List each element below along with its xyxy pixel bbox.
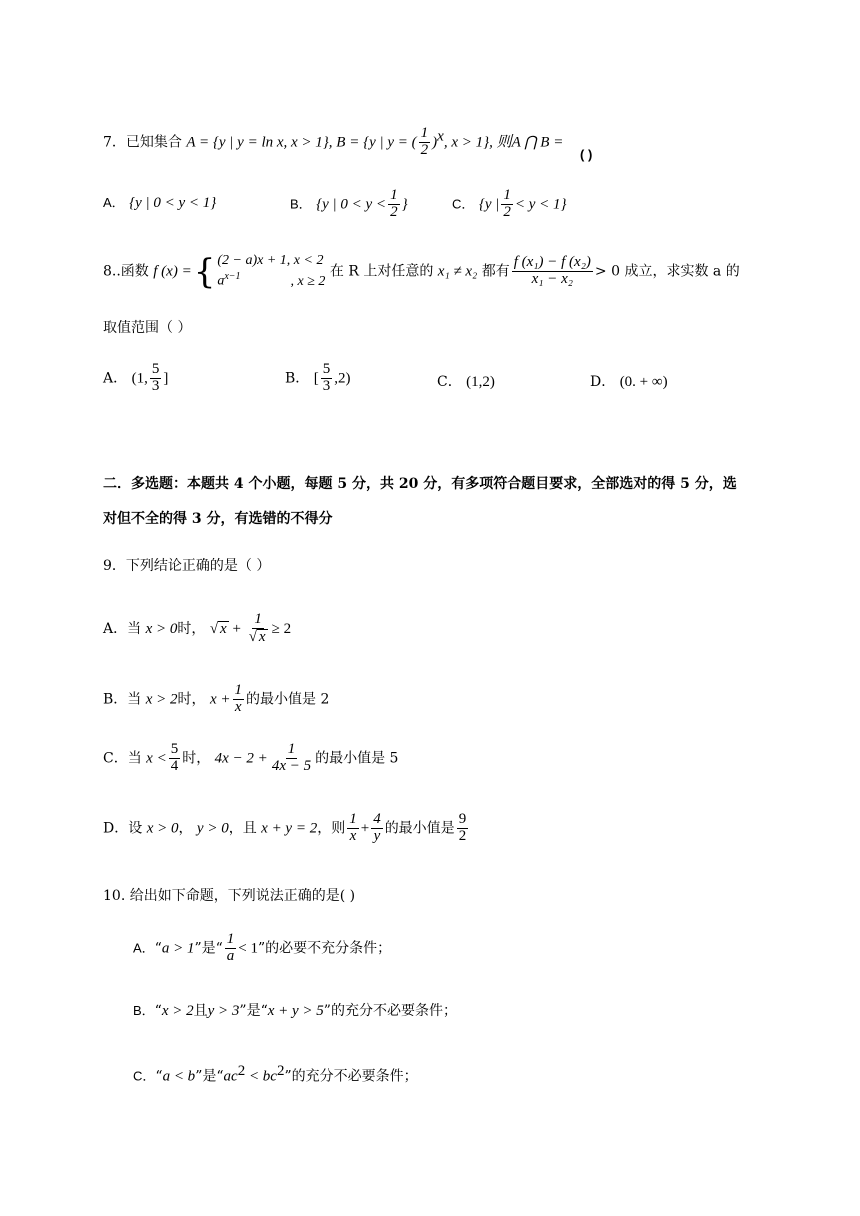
section2-heading-cont: 对但不全的得 3 分，有选错的不得分	[103, 511, 333, 527]
q10-stem: 10. 给出如下命题，下列说法正确的是( )	[103, 888, 356, 904]
q8-fraction: $\frac{\text{f (x₁) − f (x₂)}}{\text{x₁ − x₂}}$	[513, 254, 591, 288]
section2-heading: 二．多选题：本题共 4 个小题，每题 5 分，共 20 分，有多项符合题目要求，全部选对的得 5 分，选	[103, 476, 737, 492]
q9-option-a: A．当 x > 0时， √ x + $\frac{1}{√ x}$ ≥ 2	[103, 611, 292, 645]
q8-brace: {	[193, 251, 216, 292]
q10-option-b: B．“x > 2且y > 3”是“x + y > 5”的充分不必要条件；	[133, 1003, 457, 1019]
q7-answer-paren: ( )	[580, 147, 593, 162]
q9-stem: 9．下列结论正确的是（ ）	[103, 558, 271, 574]
q8-stem: 8..函数 f (x) ={ (2 − a)x + 1, x < 2 $a^{x-1}$ , x ≥ 2 在 R 上对任意的 x₁ ≠ x₂ 都有 $\frac{\text{f (x₁) − f (x₂)}}{\text{x₁ − x₂}}$ > 0 成立，求实数 a 的	[103, 251, 740, 292]
q7-options: A． {y | 0 < y < 1}	[103, 195, 217, 211]
q8-option-a: A． (1, $\frac{5}{3}$ ]	[103, 361, 169, 394]
q8-line2: 取值范围（ ）	[103, 320, 192, 336]
q7-option-a: {y | 0 < y < 1}	[129, 195, 217, 211]
q8-option-c: C． (1,2)	[437, 374, 495, 390]
q7-frac: $\frac{1}{2}$	[420, 125, 429, 158]
q10-option-c: C．“a < b”是“$ac^2 < bc^2$”的充分不必要条件；	[133, 1063, 418, 1085]
q7-option-b: B． {y | 0 < y < $\frac{1}{2}$ }	[290, 187, 408, 220]
q7-option-c: C． {y | $\frac{1}{2}$ < y < 1}	[452, 187, 567, 220]
q8-option-b: B． [ $\frac{5}{3}$ ,2)	[285, 361, 351, 394]
q7-stem: 7．已知集合 A = {y | y = ln x, x > 1}, B = {y | y = ( $\frac{1}{2}$ )$^x$, x > 1}, 则A ⋂ B =	[103, 125, 564, 158]
q9-option-d: D．设 x > 0， y > 0，且 x + y = 2，则 $\frac{1}{x}$ + $\frac{4}{y}$ 的最小值是 $\frac{9}{2}$	[103, 811, 467, 844]
q7-set-a: A = {y | y = ln x, x > 1}, B = {y | y = (	[186, 134, 417, 151]
q8-option-d: D． (0. + ∞)	[590, 374, 668, 390]
q10-option-a: A．“a > 1”是“ $\frac{1}{a}$ < 1”的必要不充分条件；	[133, 931, 392, 964]
q9-option-c: C．当 x < $\frac{5}{4}$ 时， 4x − 2 + $\frac{1}{4x - 5}$ 的最小值是 5	[103, 741, 399, 774]
q8-piecewise: (2 − a)x + 1, x < 2 $a^{x-1}$ , x ≥ 2	[217, 253, 326, 289]
q9-option-b: B．当 x > 2时， x + $\frac{1}{x}$ 的最小值是 2	[103, 682, 330, 715]
